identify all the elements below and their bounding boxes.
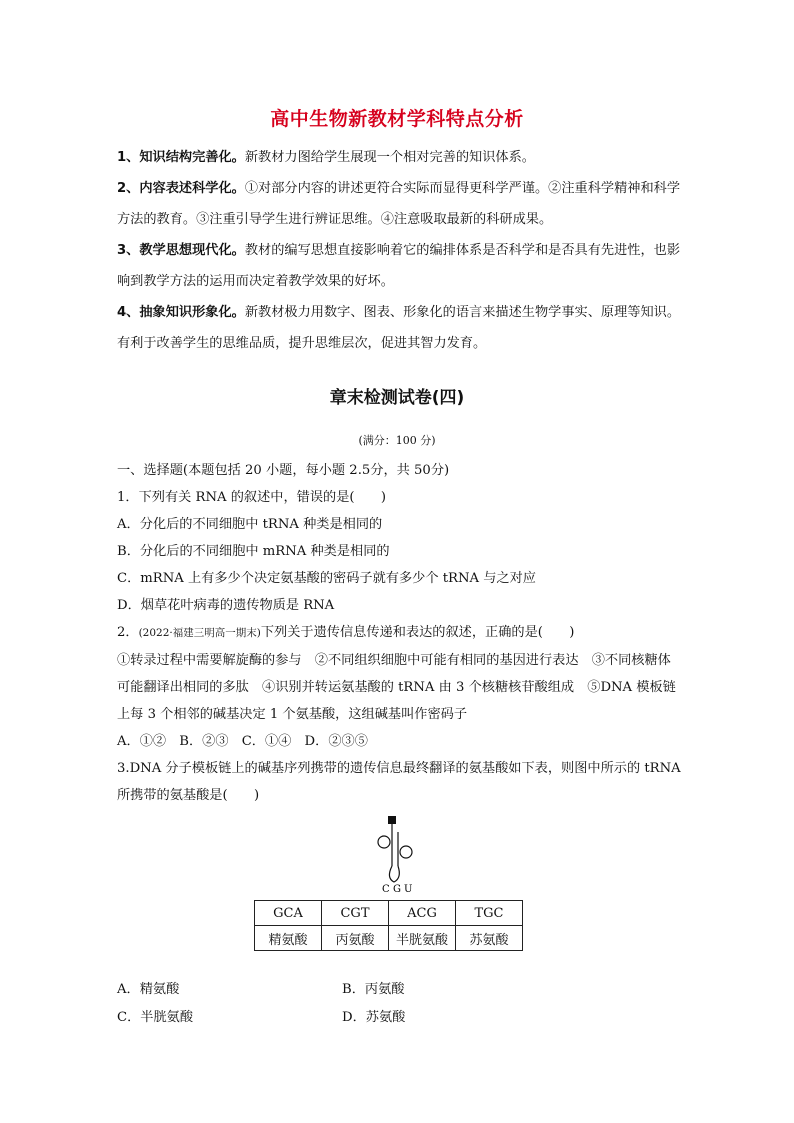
question-3-stem: 3.DNA 分子模板链上的碱基序列携带的遗传信息最终翻译的氨基酸如下表，则图中所示的 tRNA 所携带的氨基酸是( ) — [117, 761, 681, 803]
intro-heading: 1、知识结构完善化。 — [117, 150, 245, 165]
question-2-number: 2． — [117, 625, 139, 640]
section-heading: 一、选择题(本题包括 20 小题，每小题 2.5分，共 50分) — [117, 463, 450, 478]
question-2-text: 下列关于遗传信息传递和表达的叙述，正确的是( ) — [260, 625, 575, 640]
question-2-source: (2022·福建三明高一期末) — [138, 627, 261, 639]
amino-acid-cell: 半胱氨酸 — [389, 926, 456, 951]
intro-item — [117, 173, 683, 235]
trna-anticodon-loop — [389, 866, 399, 882]
trna-stem — [392, 832, 398, 866]
intro-item — [117, 142, 683, 173]
question-1-option-a: A．分化后的不同细胞中 tRNA 种类是相同的 — [117, 517, 383, 532]
intro-item — [117, 297, 683, 359]
score-note: (满分：100 分) — [358, 434, 436, 447]
question-2-body: ①转录过程中需要解旋酶的参与 ②不同组织细胞中可能有相同的基因进行表达 ③不同核糖体可能翻译出相同的多肽 ④识别并转运氨基酸的 tRNA 由 3 个核糖核苷酸组成 ⑤DNA 模板链上每 3 个相邻的碱基决定 1 个氨基酸，这组碱基叫作密码子 — [117, 653, 676, 722]
question-2-options: A．①② B．②③ C．①④ D．②③⑤ — [117, 734, 368, 749]
intro-text: 新教材力图给学生展现一个相对完善的知识体系。 — [244, 150, 535, 165]
codon-cell: GCA — [255, 901, 322, 926]
anticodon-base: C — [382, 884, 390, 894]
codon-cell: CGT — [322, 901, 389, 926]
intro-heading: 2、内容表述科学化。 — [117, 181, 245, 196]
exam-title: 章末检测试卷(四) — [329, 388, 465, 408]
question-1-option-d: D．烟草花叶病毒的遗传物质是 RNA — [117, 598, 335, 613]
question-3-options — [117, 976, 683, 1032]
question-3-option-a: A．精氨酸 — [117, 982, 180, 997]
question-3-option-d: D．苏氨酸 — [342, 1010, 406, 1025]
codon-cell: ACG — [389, 901, 456, 926]
question-3-option-c: C．半胱氨酸 — [117, 1010, 194, 1025]
page-banner-title: 高中生物新教材学科特点分析 — [270, 108, 524, 130]
amino-acid-marker — [388, 816, 396, 824]
intro-text: ①对部分内容的讲述更符合实际而显得更科学严谨。②注重科学精神和科学方法的教育。③注重引导学生进行辨证思维。④注意吸取最新的科研成果。 — [117, 181, 681, 227]
table-row — [255, 926, 523, 951]
questions — [117, 457, 683, 809]
question-2-stem — [117, 619, 683, 647]
question-1-stem: 1．下列有关 RNA 的叙述中，错误的是( ) — [117, 490, 387, 505]
intro-item — [117, 235, 683, 297]
trna-left-loop — [378, 836, 390, 848]
amino-acid-cell: 苏氨酸 — [456, 926, 523, 951]
trna-right-loop — [400, 846, 412, 858]
intro-heading: 4、抽象知识形象化。 — [117, 305, 245, 320]
question-1-option-b: B．分化后的不同细胞中 mRNA 种类是相同的 — [117, 544, 390, 559]
anticodon-base: G — [393, 884, 401, 894]
question-3-option-b: B．丙氨酸 — [342, 982, 405, 997]
amino-acid-cell: 丙氨酸 — [322, 926, 389, 951]
intro-text: 新教材极力用数字、图表、形象化的语言来描述生物学事实、原理等知识。有利于改善学生的思维品质，提升思维层次，促进其智力发育。 — [117, 305, 681, 351]
codon-cell: TGC — [456, 901, 523, 926]
codon-amino-table — [254, 900, 523, 951]
anticodon-base: U — [404, 884, 413, 894]
intro-text: 教材的编写思想直接影响着它的编排体系是否科学和是否具有先进性，也影响到教学方法的运用而决定着教学效果的好坏。 — [117, 243, 681, 289]
table-row — [255, 901, 523, 926]
trna-diagram — [372, 812, 428, 894]
question-1-option-c: C．mRNA 上有多少个决定氨基酸的密码子就有多少个 tRNA 与之对应 — [117, 571, 536, 586]
intro-heading: 3、教学思想现代化。 — [117, 243, 245, 258]
amino-acid-cell: 精氨酸 — [255, 926, 322, 951]
intro-section — [117, 142, 683, 359]
